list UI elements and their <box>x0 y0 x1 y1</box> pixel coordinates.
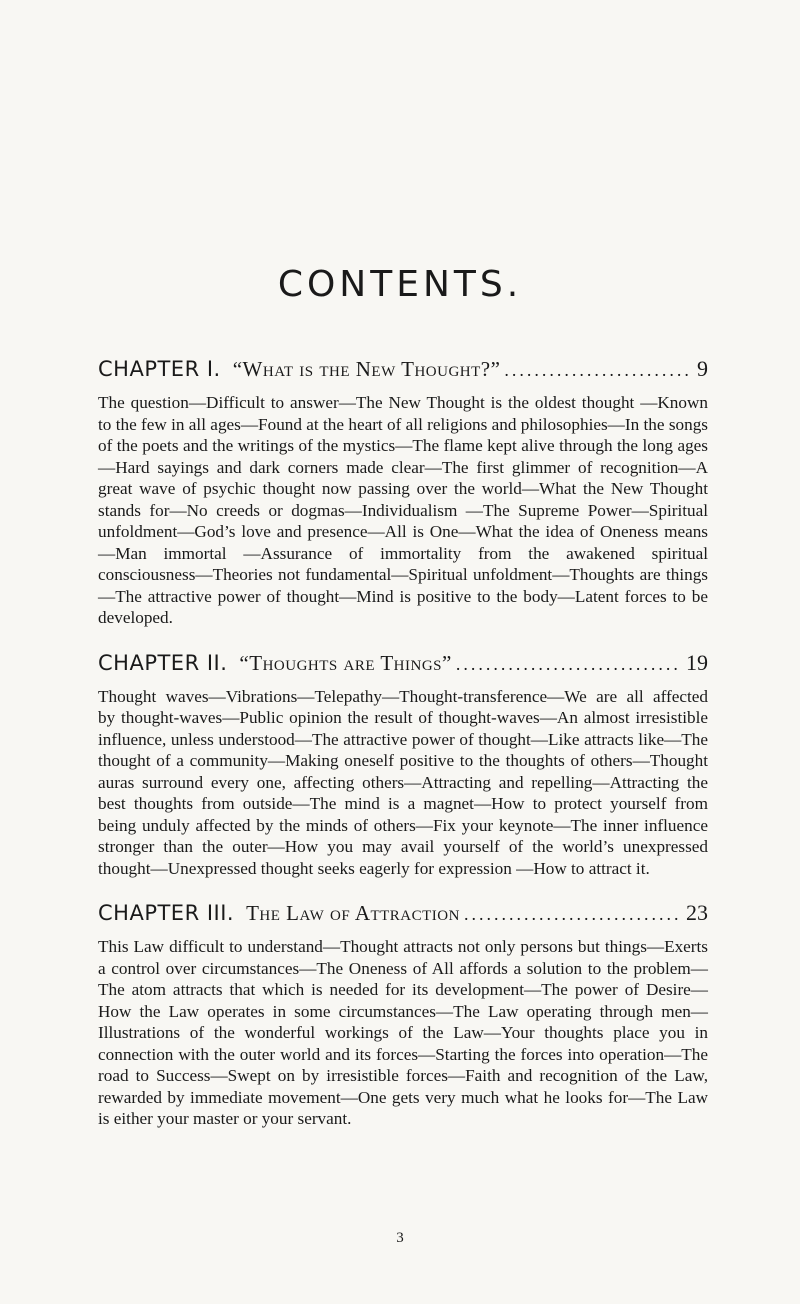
chapter-entry-1 <box>98 355 708 629</box>
page-folio: 3 <box>396 1230 404 1246</box>
chapter-page-number: 9 <box>697 356 708 381</box>
chapter-summary-text: Thought waves—Vibrations—Telepathy—Thought-transference—We are all affected by thought-waves—Public opinion the result of thought-waves—An almost irresistible influence, unless understood—The attractive power of thought—Like attracts like—The thought of a community—Making oneself positive to the thoughts of others—Thought auras surround every one, affecting others—Attracting and repelling—Attracting the best thoughts from outside—The mind is a magnet—How to protect yourself from being unduly affected by the minds of others—Fix your keynote—The inner influence stronger than the outer—How you may avail yourself of the world’s unexpressed thought—Unexpressed thought seeks eagerly for expression —How to attract it. <box>98 686 708 878</box>
chapter-number: CHAPTER I. <box>98 357 221 381</box>
page-title: CONTENTS. <box>277 264 523 306</box>
chapter-page-number: 23 <box>686 900 708 925</box>
chapter-summary <box>98 392 708 629</box>
dot-leader <box>504 356 693 384</box>
chapter-page-number: 19 <box>686 649 708 675</box>
chapter-entry-2 <box>98 649 708 880</box>
chapter-summary <box>98 936 708 1130</box>
chapter-heading <box>98 899 708 928</box>
chapter-summary <box>98 686 708 880</box>
chapter-title: “Thoughts are Things” <box>239 650 452 675</box>
dot-leader <box>464 900 682 928</box>
chapter-number: CHAPTER III. <box>98 901 235 925</box>
chapter-summary-text: This Law difficult to understand—Thought attracts not only persons but things—Exerts a control over circumstances—The Oneness of All affords a solution to the problem—The atom attracts that which is needed for its development—The power of Desire—How the Law operates in some circumstances—The Law operating through men—Illustrations of the wonderful workings of the Law—Your thoughts place you in connection with the outer world and its forces—Starting the forces into operation—The road to Success—Swept on by irresistible forces—Faith and recognition of the Law, rewarded by immediate movement—One gets very much what he looks for—The Law is either your master or your servant. <box>98 937 708 1128</box>
chapter-title: The Law of Attraction <box>246 901 460 925</box>
chapter-summary-text: The question—Difficult to answer—The New Thought is the oldest thought —Known to the few in all ages—Found at the heart of all religions and philosophies—In the songs of the poets and the writings of the mystics—The flame kept alive through the long ages—Hard sayings and dark corners made clear—The first glimmer of recognition—A great wave of psychic thought now passing over the world—What the New Thought stands for—No creeds or dogmas—Individualism —The Supreme Power—Spiritual unfoldment—God’s love and presence—All is One—What the idea of Oneness means—Man immortal —Assurance of immortality from the awakened spiritual consciousness—Theories not fundamental—Spiritual unfoldment—Thoughts are things—The attractive power of thought—Mind is positive to the body—Latent forces to be developed. <box>98 393 708 627</box>
dot-leader <box>456 650 682 678</box>
chapter-title: “What is the New Thought?” <box>232 357 501 381</box>
chapter-heading <box>98 649 708 678</box>
chapter-entry-3 <box>98 899 708 1130</box>
table-of-contents <box>98 355 708 1150</box>
chapter-heading <box>98 355 708 384</box>
chapter-number: CHAPTER II. <box>98 650 228 675</box>
